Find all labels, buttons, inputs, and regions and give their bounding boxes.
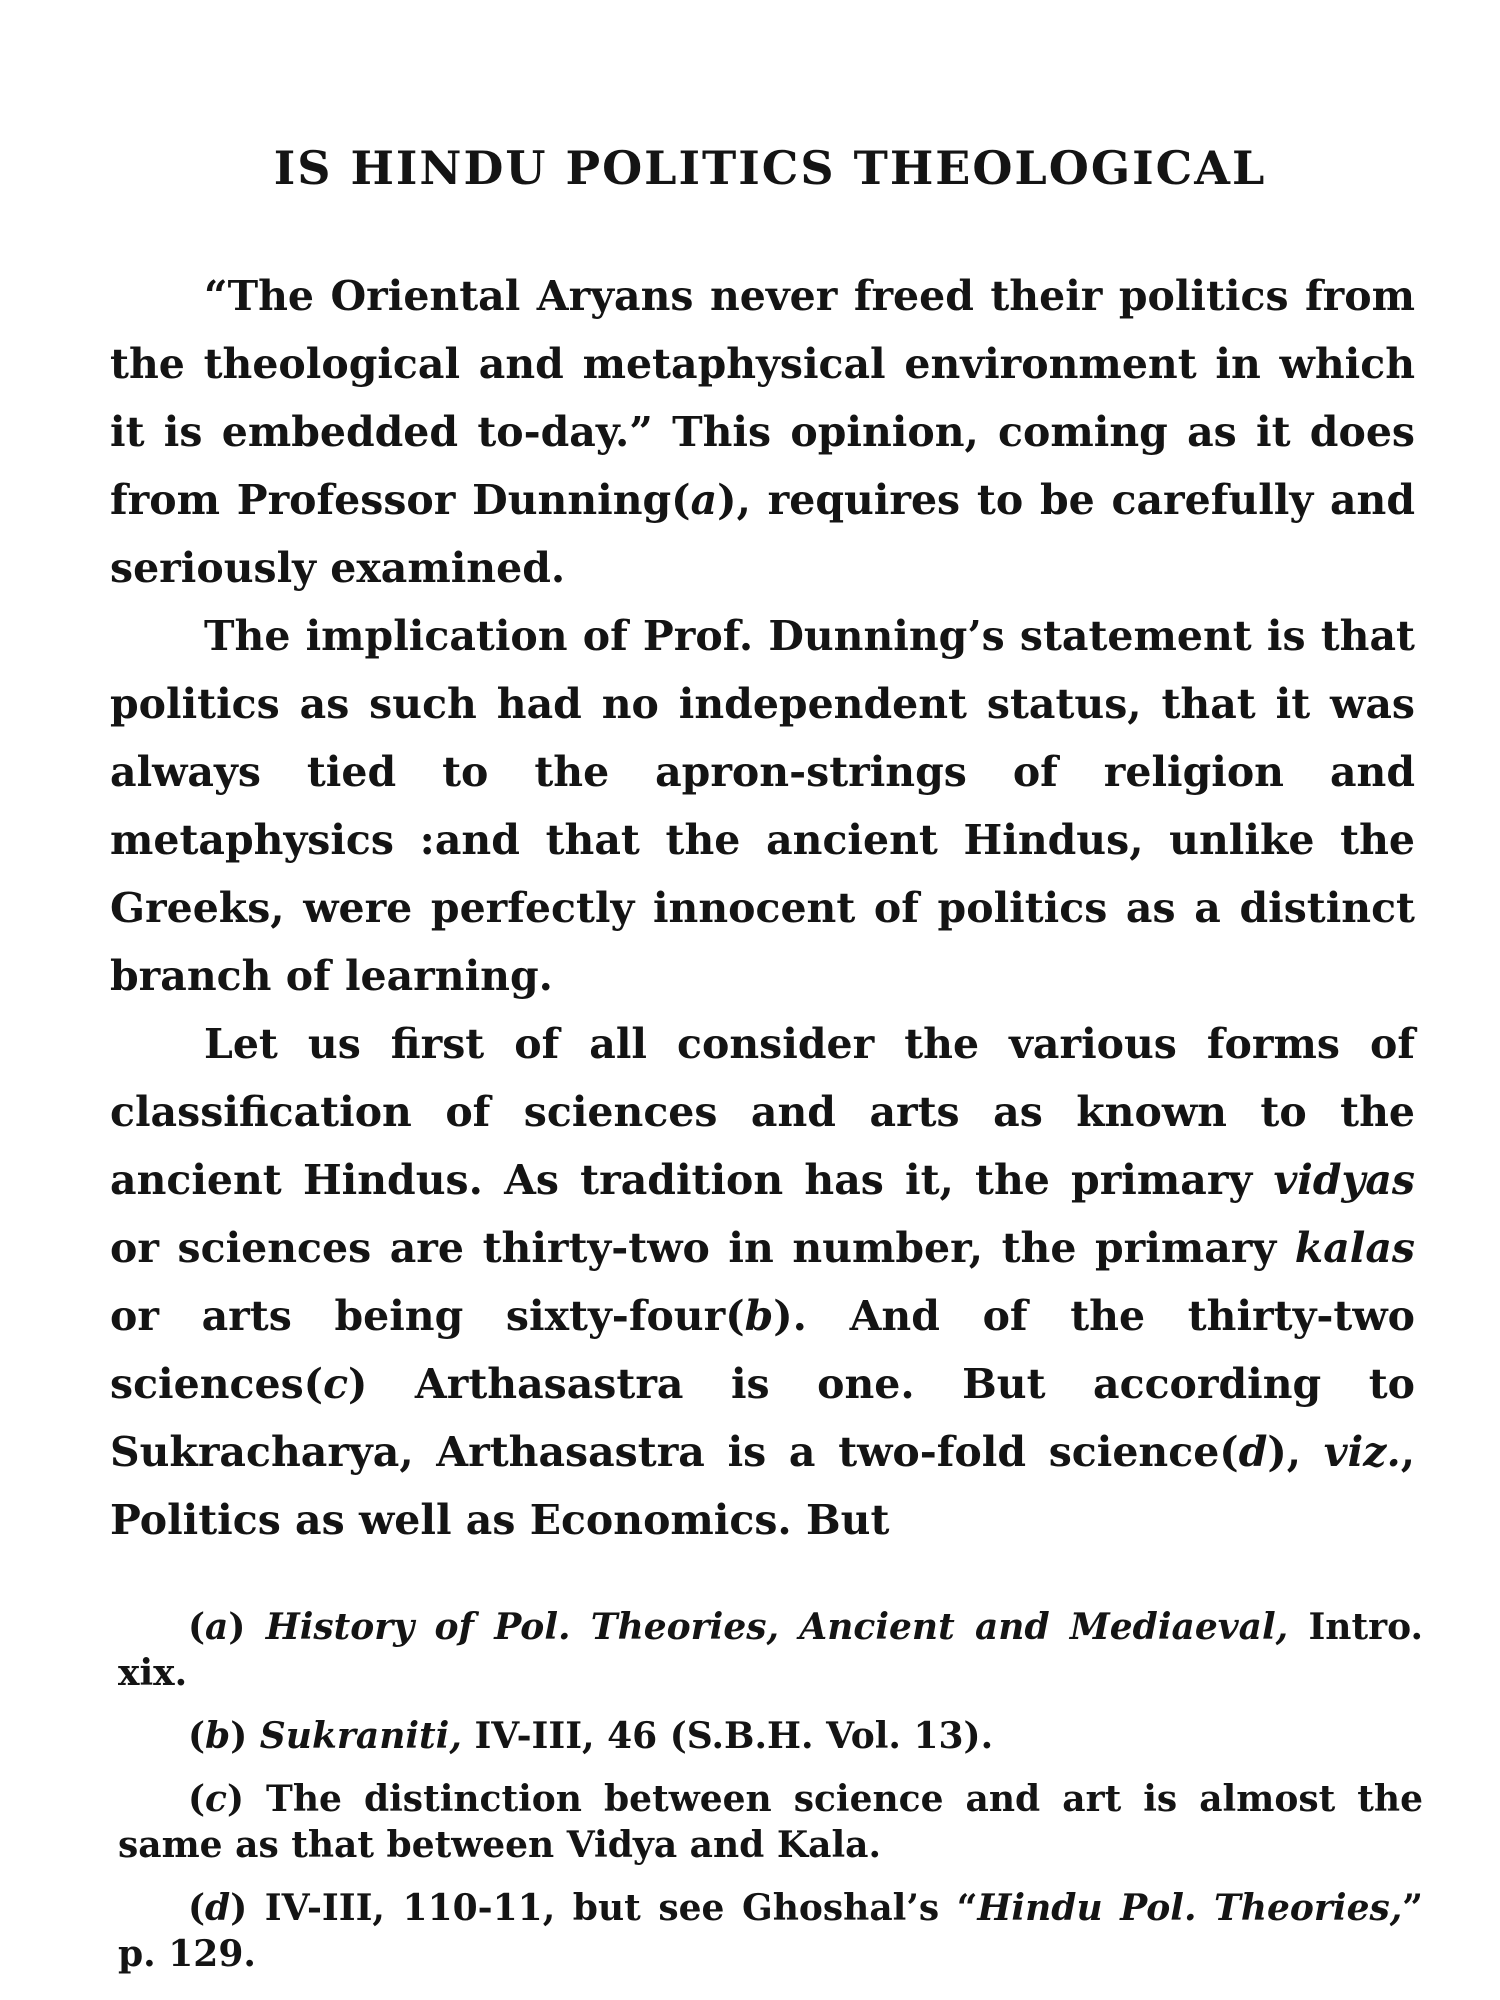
page-title: IS HINDU POLITICS THEOLOGICAL: [273, 141, 1267, 195]
paragraph: [110, 602, 1415, 1010]
text-run: (: [188, 1887, 206, 1929]
text-run: ) The distinction between science and art is almost the same as that between Vidya and Kala.: [118, 1778, 1423, 1866]
text-run: ): [228, 1606, 266, 1648]
text-run: (: [188, 1778, 206, 1820]
footnote: [118, 1713, 1423, 1759]
text-run: “The Oriental Aryans never freed their politics from the theological and metaphysical environment in which it is embedded to-day.” This opinion, coming as it does from Professor Dunning(: [110, 272, 1415, 524]
italic-text: Sukraniti,: [259, 1715, 462, 1757]
italic-text: b: [205, 1715, 231, 1757]
text-run: ): [230, 1715, 260, 1757]
body-text: [110, 262, 1415, 1554]
footnote: [118, 1604, 1423, 1696]
text-run: ) IV-III, 110-11, but see Ghoshal’s “: [230, 1887, 978, 1929]
italic-text: c: [205, 1778, 227, 1820]
text-run: ), requires to be carefully and seriously examined.: [110, 476, 1415, 592]
footnote: [118, 1885, 1423, 1977]
italic-text: b: [744, 1292, 774, 1340]
text-run: ” p. 129.: [118, 1887, 1424, 1975]
italic-text: c: [323, 1360, 349, 1408]
italic-text: a: [690, 476, 718, 524]
footnotes: [118, 1604, 1423, 1994]
italic-text: d: [1238, 1428, 1268, 1476]
text-run: (: [188, 1606, 206, 1648]
text-run: or sciences are thirty-two in number, the primary: [110, 1224, 1295, 1272]
italic-text: viz.: [1323, 1428, 1401, 1476]
text-run: or arts being sixty-four(: [110, 1292, 745, 1340]
italic-text: vidyas: [1273, 1156, 1415, 1204]
text-run: ). And of the thirty-two sciences(: [110, 1292, 1415, 1408]
italic-text: History of Pol. Theories, Ancient and Mediaeval,: [265, 1606, 1289, 1648]
footnote: [118, 1776, 1423, 1868]
text-run: , Politics as well as Economics. But: [110, 1428, 1416, 1544]
paragraph: [110, 1010, 1415, 1554]
italic-text: Hindu Pol. Theories,: [977, 1887, 1403, 1929]
text-run: ),: [1267, 1428, 1324, 1476]
italic-text: a: [205, 1606, 229, 1648]
italic-text: kalas: [1294, 1224, 1415, 1272]
text-run: Intro. xix.: [118, 1606, 1423, 1694]
text-run: ) Arthasastra is one. But according to Sukracharya, Arthasastra is a two-fold science(: [110, 1360, 1415, 1476]
text-run: Let us first of all consider the various forms of classification of sciences and arts as known to the ancient Hindus. As tradition has it, the primary: [110, 1020, 1415, 1204]
text-run: IV-III, 46 (S.B.H. Vol. 13).: [461, 1715, 994, 1757]
italic-text: d: [205, 1887, 231, 1929]
text-run: (: [188, 1715, 206, 1757]
text-run: The implication of Prof. Dunning’s statement is that politics as such had no independent status, that it was always tied to the apron-strings of religion and metaphysics :and that the ancient Hindus, unlike the Greeks, were perfectly innocent of politics as a distinct branch of learning.: [110, 612, 1415, 1000]
paragraph: [110, 262, 1415, 602]
